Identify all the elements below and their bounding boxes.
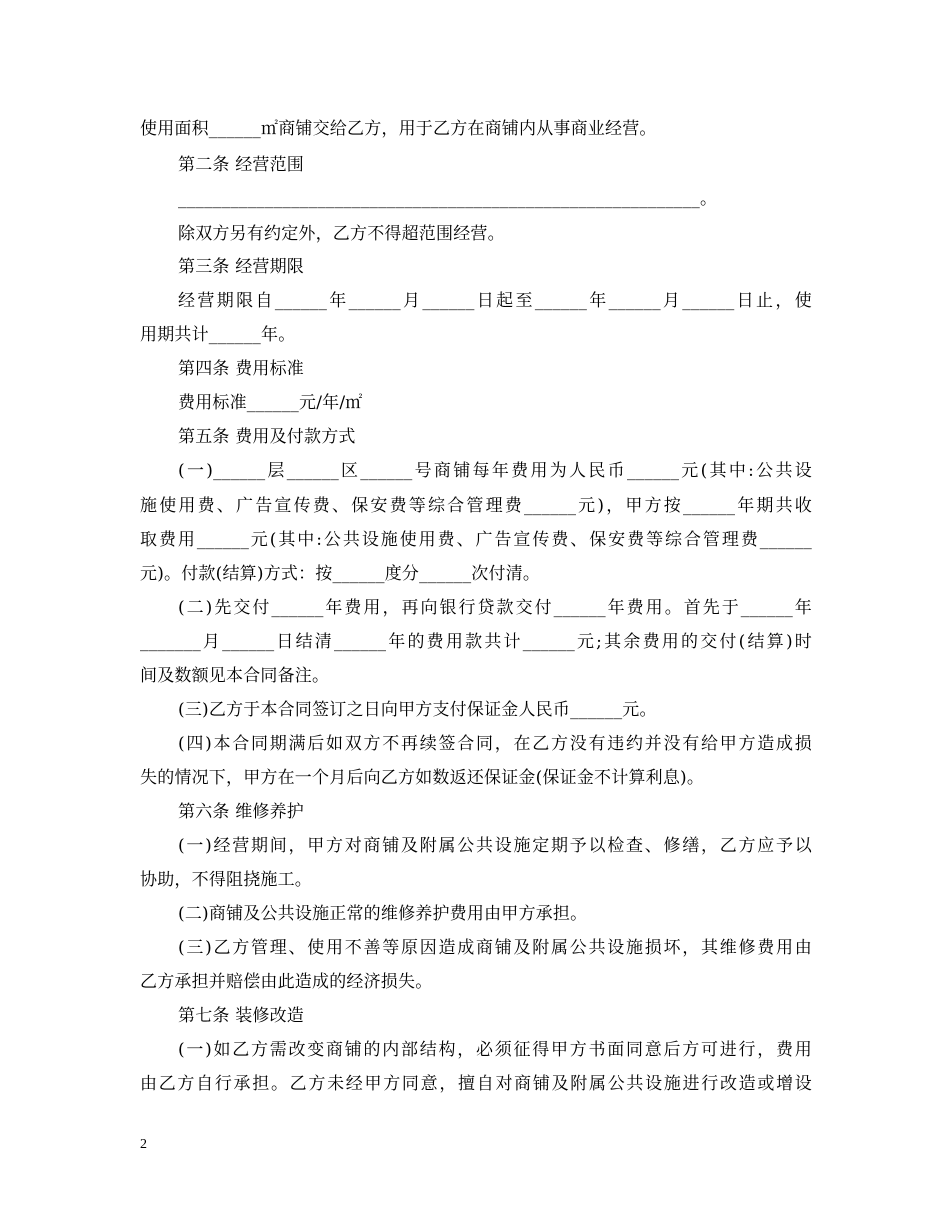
text-line: 经营期限自______年______月______日起至______年______月______日止，使: [178, 291, 812, 311]
page-number: 2: [140, 1137, 147, 1152]
section-heading: 第六条 维修养护: [178, 802, 305, 822]
text-line: 费用标准______元/年/㎡: [178, 393, 363, 413]
section-heading: 第七条 装修改造: [178, 1006, 305, 1026]
text-line: ____________________________________________________________。: [178, 189, 718, 209]
text-line: 施使用费、广告宣传费、保安费等综合管理费______元)，甲方按______年期共收: [140, 496, 812, 516]
section-heading: 第三条 经营期限: [178, 257, 305, 277]
text-line: 使用面积______㎡商铺交给乙方，用于乙方在商铺内从事商业经营。: [140, 119, 657, 139]
section-heading: 第二条 经营范围: [178, 155, 305, 175]
text-line: (四)本合同期满后如双方不再续签合同，在乙方没有违约并没有给甲方造成损: [178, 734, 812, 754]
text-line: 协助，不得阻挠施工。: [140, 870, 312, 890]
text-line: 由乙方自行承担。乙方未经甲方同意，擅自对商铺及附属公共设施进行改造或增设: [140, 1074, 812, 1094]
text-line: (一)如乙方需改变商铺的内部结构，必须征得甲方书面同意后方可进行，费用: [178, 1040, 812, 1060]
text-line: 元)。付款(结算)方式：按______度分______次付清。: [140, 564, 541, 584]
text-line: 失的情况下，甲方在一个月后向乙方如数返还保证金(保证金不计算利息)。: [140, 768, 705, 788]
text-line: (三)乙方于本合同签订之日向甲方支付保证金人民币______元。: [178, 700, 657, 720]
text-line: (一)______层______区______号商铺每年费用为人民币______元(其中:公共设: [178, 461, 812, 481]
text-line: 取费用______元(其中:公共设施使用费、广告宣传费、保安费等综合管理费______: [140, 530, 812, 550]
section-heading: 第五条 费用及付款方式: [178, 427, 356, 447]
text-line: (三)乙方管理、使用不善等原因造成商铺及附属公共设施损坏，其维修费用由: [178, 938, 812, 958]
text-line: (二)先交付______年费用，再向银行贷款交付______年费用。首先于______年: [178, 598, 812, 618]
text-line: 用期共计______年。: [140, 325, 296, 345]
section-heading: 第四条 费用标准: [178, 359, 305, 379]
text-line: (二)商铺及公共设施正常的维修养护费用由甲方承担。: [178, 904, 588, 924]
text-line: 除双方另有约定外，乙方不得超范围经营。: [178, 224, 505, 244]
text-line: _______月______日结清______年的费用款共计______元;其余费用的交付(结算)时: [140, 632, 812, 652]
text-line: 乙方承担并赔偿由此造成的经济损失。: [140, 972, 433, 992]
text-line: 间及数额见本合同备注。: [140, 666, 330, 686]
text-line: (一)经营期间，甲方对商铺及附属公共设施定期予以检查、修缮，乙方应予以: [178, 836, 812, 856]
